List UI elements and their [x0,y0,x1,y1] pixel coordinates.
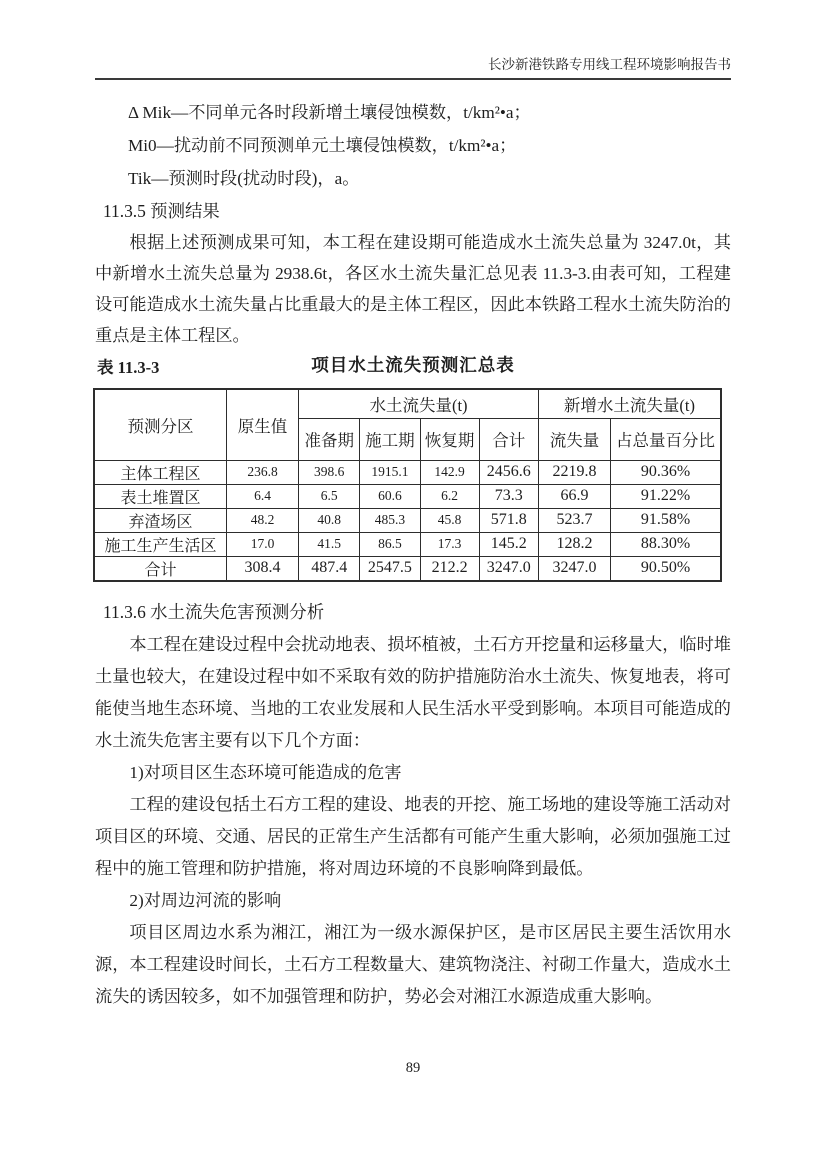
prediction-results-paragraph: 根据上述预测成果可知，本工程在建设期可能造成水土流失总量为 3247.0t，其中新增水土流失总量为 2938.6t，各区水土流失量汇总见表 11.3-3.由表可知，工程建设可能造成水土流失量占比重最大的是主体工程区，因此本铁路工程水土流失防治的重点是主体工程区。 [95,233,731,345]
construction-period-cell: 60.6 [360,484,420,508]
percent-cell: 90.50% [611,556,721,581]
subtotal-cell: 73.3 [479,484,538,508]
zone-cell: 表土堆置区 [94,484,226,508]
native-value-cell: 48.2 [226,508,298,532]
subtotal-cell: 3247.0 [479,556,538,581]
col-header-native-value: 原生值 [226,389,298,460]
col-group-soil-loss: 水土流失量(t) [299,389,539,418]
hazard-item1-heading: 1)对项目区生态环境可能造成的危害 [129,763,402,782]
native-value-cell: 17.0 [226,532,298,556]
prep-period-cell: 487.4 [299,556,360,581]
col-header-subtotal: 合计 [479,418,538,460]
zone-cell: 施工生产生活区 [94,532,226,556]
construction-period-cell: 2547.5 [360,556,420,581]
construction-period-cell: 86.5 [360,532,420,556]
native-value-cell: 6.4 [226,484,298,508]
zone-cell: 合计 [94,556,226,581]
recovery-period-cell: 6.2 [420,484,479,508]
loss-amount-cell: 3247.0 [538,556,610,581]
formula-def-tik: Tik—预测时段(扰动时段)，a。 [128,169,360,188]
prep-period-cell: 6.5 [299,484,360,508]
native-value-cell: 236.8 [226,460,298,484]
hazard-item2-paragraph: 项目区周边水系为湘江，湘江为一级水源保护区，是市区居民主要生活饮用水源，本工程建设时间长，土石方工程数量大、建筑物浇注、衬砌工作量大，造成水土流失的诱因较多，如不加强管理和防护，势必会对湘江水源造成重大影响。 [95,923,731,1006]
zone-cell: 主体工程区 [94,460,226,484]
table-caption [95,352,731,379]
percent-cell: 88.30% [611,532,721,556]
subtotal-cell: 145.2 [479,532,538,556]
prep-period-cell: 41.5 [299,532,360,556]
formula-definitions [128,96,531,195]
percent-cell: 91.22% [611,484,721,508]
soil-loss-summary-table [93,388,722,582]
construction-period-cell: 1915.1 [360,460,420,484]
hazard-intro-paragraph: 本工程在建设过程中会扰动地表、损坏植被，土石方开挖量和运移量大，临时堆土量也较大，在建设过程中如不采取有效的防护措施防治水土流失、恢复地表，将可能使当地生态环境、当地的工农业发展和人民生活水平受到影响。本项目可能造成的水土流失危害主要有以下几个方面： [95,635,731,750]
recovery-period-cell: 212.2 [420,556,479,581]
native-value-cell: 308.4 [226,556,298,581]
hazard-item1-paragraph: 工程的建设包括土石方工程的建设、地表的开挖、施工场地的建设等施工活动对项目区的环境、交通、居民的正常生产生活都有可能产生重大影响，必须加强施工过程中的施工管理和防护措施，将对周边环境的不良影响降到最低。 [95,795,731,878]
col-header-zone: 预测分区 [94,389,226,460]
table-caption-title: 项目水土流失预测汇总表 [311,355,515,375]
running-header-title: 长沙新港铁路专用线工程环境影响报告书 [488,57,731,72]
table-row-topsoil-stockpile [94,484,721,508]
recovery-period-cell: 17.3 [420,532,479,556]
header-divider-rule [95,78,731,80]
zone-cell: 弃渣场区 [94,508,226,532]
table-row-spoil-ground [94,508,721,532]
subtotal-cell: 2456.6 [479,460,538,484]
recovery-period-cell: 142.9 [420,460,479,484]
formula-def-delta-mik: Δ Mik—不同单元各时段新增土壤侵蚀模数，t/km²•a； [128,103,531,122]
percent-cell: 90.36% [611,460,721,484]
page-number: 89 [405,1060,421,1076]
prep-period-cell: 398.6 [299,460,360,484]
hazard-analysis-body [95,629,731,1013]
col-header-recovery-period: 恢复期 [420,418,479,460]
table-caption-label: 表 11.3-3 [97,358,160,377]
percent-cell: 91.58% [611,508,721,532]
loss-amount-cell: 523.7 [538,508,610,532]
loss-amount-cell: 66.9 [538,484,610,508]
loss-amount-cell: 128.2 [538,532,610,556]
col-header-prep-period: 准备期 [299,418,360,460]
recovery-period-cell: 45.8 [420,508,479,532]
col-header-loss-amount: 流失量 [538,418,610,460]
subtotal-cell: 571.8 [479,508,538,532]
construction-period-cell: 485.3 [360,508,420,532]
col-header-percent-of-total: 占总量百分比 [611,418,721,460]
table-row-main-works [94,460,721,484]
col-header-construction-period: 施工期 [360,418,420,460]
prep-period-cell: 40.8 [299,508,360,532]
section-heading-prediction-results: 11.3.5 预测结果 [103,201,220,221]
formula-def-mi0: Mi0—扰动前不同预测单元土壤侵蚀模数，t/km²•a； [128,136,517,155]
hazard-item2-heading: 2)对周边河流的影响 [129,891,282,910]
table-row-total [94,556,721,581]
loss-amount-cell: 2219.8 [538,460,610,484]
col-group-new-soil-loss: 新增水土流失量(t) [538,389,721,418]
table-row-construction-living-area [94,532,721,556]
section-heading-hazard-analysis: 11.3.6 水土流失危害预测分析 [103,602,325,622]
